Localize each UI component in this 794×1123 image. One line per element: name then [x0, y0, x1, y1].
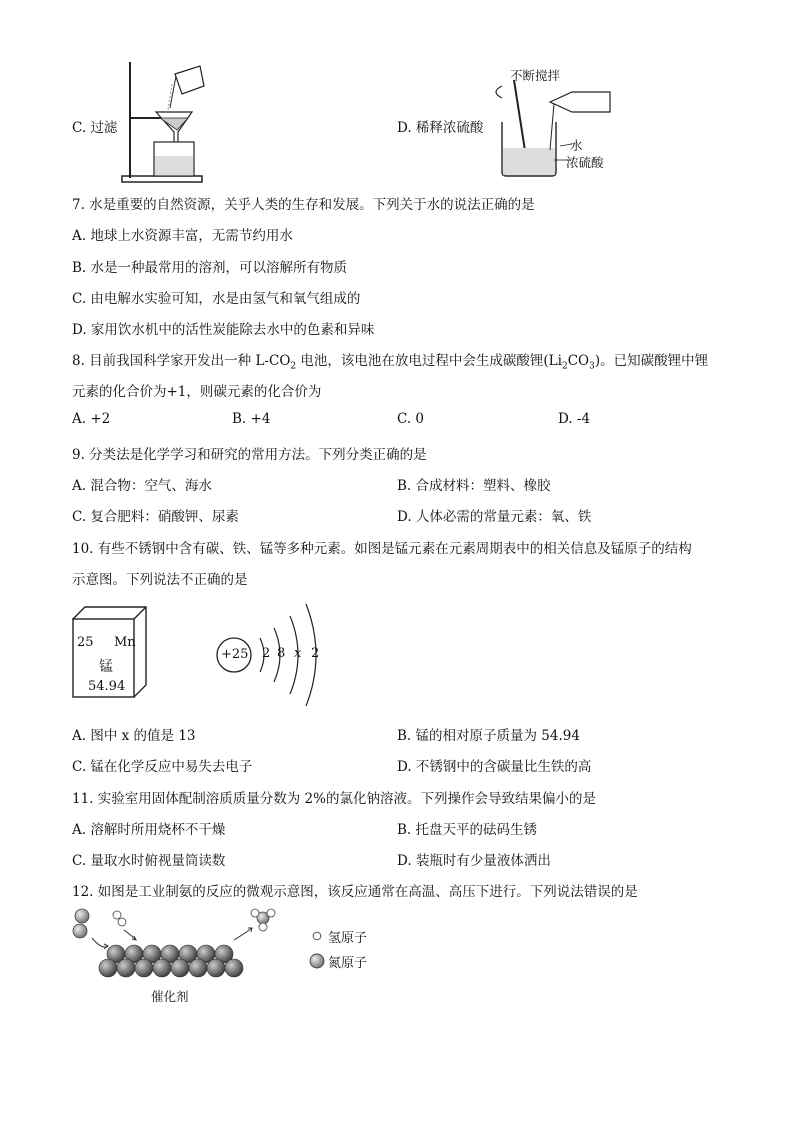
q7-option-a: A. 地球上水资源丰富，无需节约用水: [72, 228, 293, 244]
q11-option-b: B. 托盘天平的砝码生锈: [397, 822, 538, 838]
legend-hydrogen: 氢原子: [328, 931, 368, 946]
q10-option-b: B. 锰的相对原子质量为 54.94: [397, 728, 580, 744]
q6-option-c: C. 过滤: [72, 120, 118, 136]
water-callout: 水: [570, 138, 583, 153]
q6-option-d: D. 稀释浓硫酸: [397, 120, 484, 136]
q7-option-c: C. 由电解水实验可知，水是由氢气和氧气组成的: [72, 291, 361, 307]
element-symbol: Mn: [114, 635, 136, 650]
q9-option-c: C. 复合肥料：硝酸钾、尿素: [72, 509, 239, 525]
hydrogen-legend-icon: [312, 931, 322, 941]
q7-option-d: D. 家用饮水机中的活性炭能除去水中的色素和异味: [72, 322, 375, 338]
q8-stem: 8. 目前我国科学家开发出一种 $L-CO_2$ 电池，该电池在放电过程中会生成碳酸锂$(Li_2CO_3)$。已知碳酸锂中锂: [72, 353, 709, 372]
q7-stem: 7. 水是重要的自然资源，关乎人类的生存和发展。下列关于水的说法正确的是: [72, 197, 535, 213]
nucleus-charge: +25: [221, 647, 249, 662]
nitrogen-legend-icon: [309, 953, 325, 969]
q10-option-a: A. 图中 x 的值是 13: [72, 728, 196, 744]
element-number: 25: [77, 635, 94, 650]
q9-option-b: B. 合成材料：塑料、橡胶: [397, 478, 551, 494]
q8-option-c: C. 0: [397, 411, 425, 427]
q10-stem-line2: 示意图。下列说法不正确的是: [72, 572, 248, 588]
q8-option-a: A. +2: [72, 411, 111, 427]
element-name: 锰: [99, 659, 113, 675]
stir-callout: 不断搅拌: [510, 68, 561, 83]
shell-3: x: [294, 646, 302, 661]
q10-stem: 10. 有些不锈钢中含有碳、铁、锰等多种元素。如图是锰元素在元素周期表中的相关信息及锰原子的结构: [72, 541, 692, 557]
q9-option-a: A. 混合物：空气、海水: [72, 478, 212, 494]
q11-option-a: A. 溶解时所用烧杯不干燥: [72, 822, 226, 838]
shell-4: 2: [311, 646, 320, 661]
catalyst-label: 催化剂: [151, 989, 189, 1004]
q10-option-c: C. 锰在化学反应中易失去电子: [72, 759, 253, 775]
q11-option-c: C. 量取水时俯视量筒读数: [72, 853, 226, 869]
q12-stem: 12. 如图是工业制氨的反应的微观示意图，该反应通常在高温、高压下进行。下列说法错误的是: [72, 884, 638, 900]
q11-option-d: D. 装瓶时有少量液体洒出: [397, 853, 551, 869]
q8-option-d: D. -4: [558, 411, 591, 427]
element-mass: 54.94: [88, 679, 126, 694]
shell-1: 2: [262, 646, 271, 661]
q8-stem-line2: 元素的化合价为+1，则碳元素的化合价为: [72, 384, 322, 400]
legend-nitrogen: 氮原子: [328, 956, 368, 971]
ammonia-synthesis-diagram: [66, 906, 296, 990]
q9-stem: 9. 分类法是化学学习和研究的常用方法。下列分类正确的是: [72, 447, 427, 463]
q7-option-b: B. 水是一种最常用的溶剂，可以溶解所有物质: [72, 260, 348, 276]
q9-option-d: D. 人体必需的常量元素：氧、铁: [397, 509, 592, 525]
filtration-figure: [120, 60, 210, 185]
acid-callout: 浓硫酸: [566, 155, 604, 170]
q8-option-b: B. +4: [232, 411, 271, 427]
q11-stem: 11. 实验室用固体配制溶质质量分数为 2%的氯化钠溶液。下列操作会导致结果偏小的是: [72, 791, 596, 807]
shell-2: 8: [277, 646, 286, 661]
q10-option-d: D. 不锈钢中的含碳量比生铁的高: [397, 759, 592, 775]
